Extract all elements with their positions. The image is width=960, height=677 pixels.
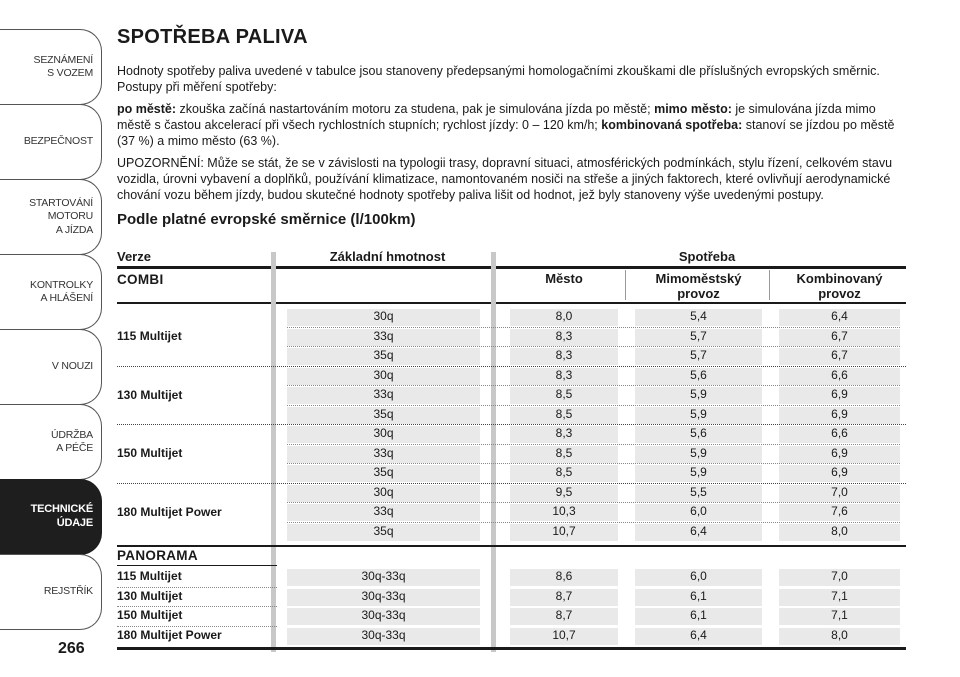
combined-cycle-label: kombinovaná spotřeba: [601, 118, 743, 132]
chapter-tab-3[interactable]: KONTROLKY A HLÁŠENÍ [0, 254, 102, 330]
extra-urban-cell: 5,7 [690, 328, 707, 343]
extra-urban-cell: 6,0 [690, 504, 707, 518]
subheader-divider-0 [625, 270, 626, 300]
chapter-tab-6[interactable]: TECHNICKÉ ÚDAJE [0, 479, 102, 555]
weight-cell: 30q-33q [361, 608, 406, 623]
weight-cell: 35q [373, 465, 394, 479]
extra-urban-cell: 6,1 [690, 608, 707, 623]
extra-urban-cell: 5,9 [690, 387, 707, 401]
header-combined: Kombinovaný provoz [796, 271, 883, 301]
urban-cell: 8,3 [555, 426, 573, 440]
extra-urban-cell: 5,6 [690, 367, 707, 382]
weight-cell: 30q [373, 367, 394, 382]
combined-cycle-text: stanoví se jízdou po městě (37 %) a mimo město (63 %). [117, 118, 895, 148]
panorama-subrule [117, 565, 277, 566]
combined-cell: 7,1 [831, 608, 848, 623]
model-name: 150 Multijet [117, 446, 183, 461]
weight-cell: 35q [373, 348, 394, 362]
weight-cell: 30q-33q [361, 627, 406, 642]
extra-urban-cell: 5,9 [690, 445, 707, 460]
chapter-tab-4[interactable]: V NOUZI [0, 329, 102, 405]
combined-cell: 7,0 [831, 569, 848, 583]
urban-cycle-text: zkouška začíná nastartováním motoru za studena, pak je simulována jízda po městě; [176, 102, 655, 116]
table-title: Podle platné evropské směrnice (l/100km) [117, 211, 416, 228]
urban-cell: 8,7 [555, 588, 573, 603]
column-separator-1 [491, 252, 496, 652]
weight-cell: 33q [373, 387, 394, 401]
urban-cell: 8,5 [555, 445, 573, 460]
chapter-tab-0[interactable]: SEZNÁMENÍ S VOZEM [0, 29, 102, 105]
column-separator-0 [271, 252, 276, 652]
urban-cycle-label: po městě: [117, 102, 177, 116]
model-name: 180 Multijet Power [117, 627, 222, 642]
page-number: 266 [58, 640, 85, 657]
combined-cell: 6,9 [831, 465, 848, 479]
weight-cell: 30q-33q [361, 588, 406, 603]
combined-cell: 6,6 [831, 426, 848, 440]
model-name: 150 Multijet [117, 608, 183, 623]
weight-cell: 33q [373, 445, 394, 460]
urban-cell: 8,3 [555, 328, 573, 343]
urban-cell: 8,7 [555, 608, 573, 623]
extra-urban-cell: 5,4 [690, 309, 707, 323]
weight-cell: 33q [373, 504, 394, 518]
chapter-tab-5[interactable]: ÚDRŽBA A PÉČE [0, 404, 102, 480]
extra-urban-cycle-label: mimo město: [654, 102, 732, 116]
combined-cell: 6,9 [831, 387, 848, 401]
header-extra-urban: Mimoměstský provoz [655, 271, 742, 301]
urban-cell: 8,3 [555, 367, 573, 382]
model-name: 180 Multijet Power [117, 504, 222, 519]
chapter-tab-7[interactable]: REJSTŘÍK [0, 554, 102, 630]
model-name: 115 Multijet [117, 329, 182, 344]
combined-cell: 6,6 [831, 367, 848, 382]
combined-cell: 6,7 [831, 328, 848, 343]
combined-cell: 6,7 [831, 348, 848, 362]
chapter-sidebar [0, 0, 104, 677]
weight-cell: 30q [373, 484, 394, 499]
extra-urban-cell: 6,4 [690, 523, 707, 538]
combined-cell: 6,9 [831, 406, 848, 421]
urban-cell: 10,7 [552, 627, 576, 642]
urban-cell: 8,0 [555, 309, 573, 323]
extra-urban-cell: 6,1 [690, 588, 707, 603]
model-name: 115 Multijet [117, 569, 182, 583]
table-bottom-rule [117, 647, 906, 650]
subheader-rule [117, 302, 906, 304]
group-title-combi: COMBI [117, 272, 164, 287]
urban-cell: 10,7 [552, 523, 576, 538]
model-name: 130 Multijet [117, 588, 183, 603]
intro-paragraph: Hodnoty spotřeby paliva uvedené v tabulce jsou stanoveny předepsanými homologačními zkouškami dle příslušných evropských směrnic. Postupy při měření spotřeby: [117, 64, 880, 94]
header-version: Verze [117, 249, 151, 264]
extra-urban-cell: 5,9 [690, 465, 707, 479]
header-urban: Město [545, 271, 583, 286]
extra-urban-cell: 5,5 [690, 484, 707, 499]
urban-cell: 9,5 [555, 484, 573, 499]
extra-urban-cell: 6,4 [690, 627, 707, 642]
combined-cell: 7,0 [831, 484, 848, 499]
combined-cell: 6,9 [831, 445, 848, 460]
warning-paragraph: UPOZORNĚNÍ: Může se stát, že se v závislosti na typologii trasy, dopravní situaci, atmosférických podmínkách, stylu řízení, celkovém stavu vozidla, úrovni vybavení a doplňků, používání klimatizace, namontovaném nosiči na střeše a jiných faktorech, které ovlivňují aerodynamické chování vozu během jízdy, budou skutečné hodnoty spotřeby paliva lišit od hodnot, jež byly stanoveny výše uvedenými postupy. [117, 156, 893, 202]
weight-cell: 35q [373, 523, 394, 538]
fuel-consumption-table [117, 246, 906, 656]
article [117, 26, 912, 228]
extra-urban-cycle-text: je simulována jízda mimo městě s častou akcelerací při všech rychlostních stupních; rychlost jízdy: 0 – 120 km/h; [117, 102, 876, 132]
extra-urban-cell: 5,9 [690, 406, 707, 421]
combined-cell: 8,0 [831, 627, 848, 642]
extra-urban-cell: 5,6 [690, 426, 707, 440]
urban-cell: 8,5 [555, 387, 573, 401]
header-base-weight: Základní hmotnost [329, 249, 446, 264]
weight-cell: 30q [373, 426, 394, 440]
header-consumption: Spotřeba [678, 249, 736, 264]
group-title-panorama: PANORAMA [117, 548, 198, 563]
urban-cell: 8,5 [555, 406, 573, 421]
urban-cell: 8,3 [555, 348, 573, 362]
weight-cell: 30q [373, 309, 394, 323]
weight-cell: 33q [373, 328, 394, 343]
weight-cell: 30q-33q [361, 569, 406, 583]
urban-cell: 8,5 [555, 465, 573, 479]
extra-urban-cell: 6,0 [690, 569, 707, 583]
urban-cell: 8,6 [555, 569, 573, 583]
page-title: SPOTŘEBA PALIVA [117, 26, 308, 48]
combined-cell: 7,1 [831, 588, 848, 603]
chapter-tab-1[interactable]: BEZPEČNOST [0, 104, 102, 180]
combined-cell: 6,4 [831, 309, 848, 323]
header-rule [117, 266, 906, 269]
urban-cell: 10,3 [552, 504, 576, 518]
combined-cell: 7,6 [831, 504, 848, 518]
chapter-tab-2[interactable]: STARTOVÁNÍ MOTORU A JÍZDA [0, 179, 102, 255]
extra-urban-cell: 5,7 [690, 348, 707, 362]
weight-cell: 35q [373, 406, 394, 421]
panorama-rule [117, 545, 906, 547]
subheader-divider-1 [769, 270, 770, 300]
combined-cell: 8,0 [831, 523, 848, 538]
model-name: 130 Multijet [117, 387, 183, 402]
measurement-paragraph [117, 101, 912, 149]
